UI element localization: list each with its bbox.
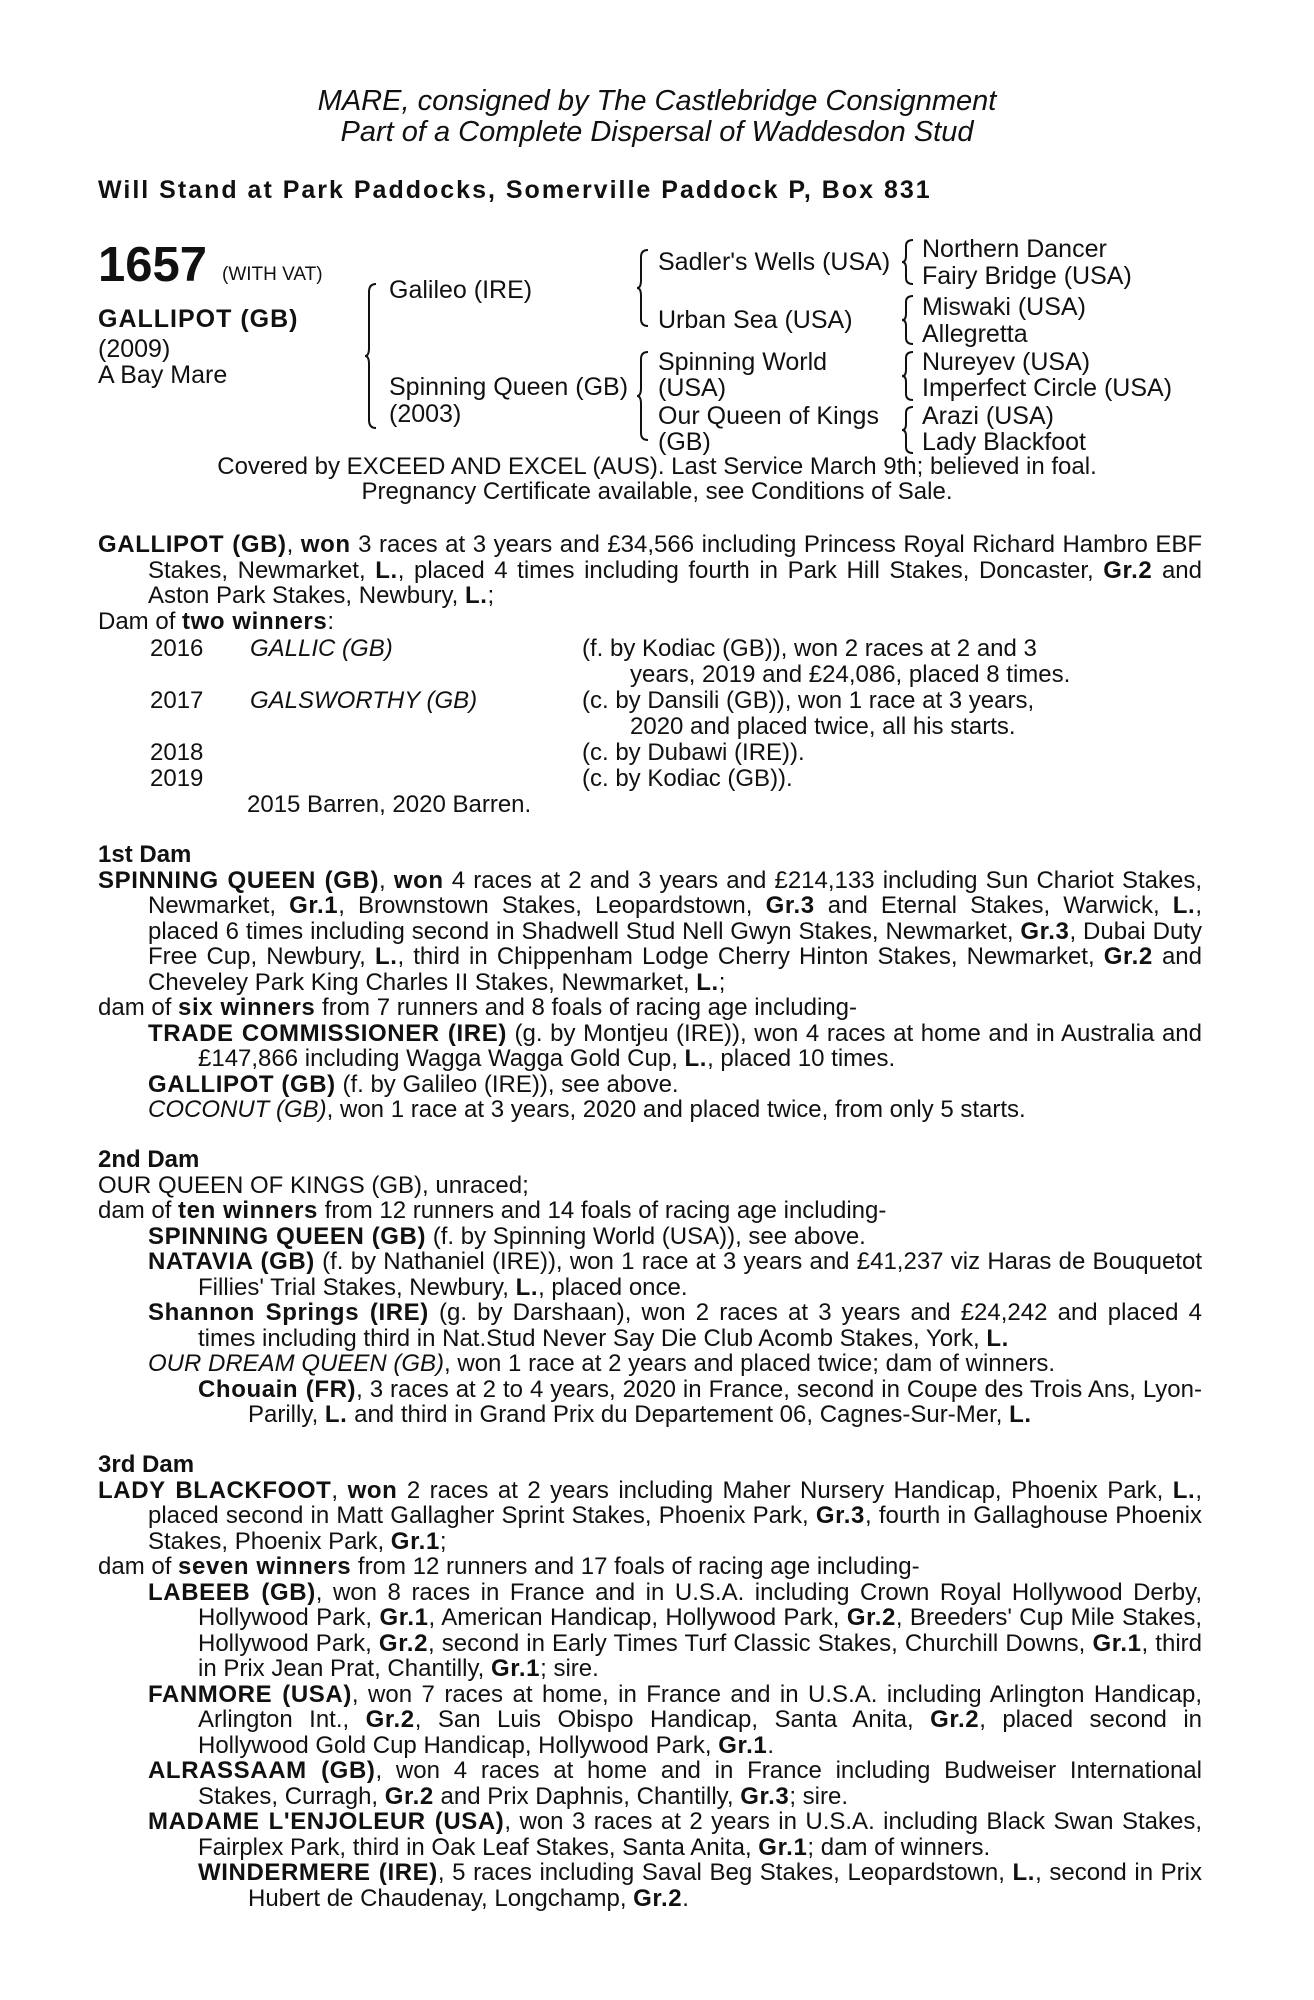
progeny-name: TRADE COMMISSIONER (IRE) xyxy=(148,1019,507,1047)
progeny-name: GALLIPOT (GB) xyxy=(148,1070,336,1098)
dispersal-line: Part of a Complete Dispersal of Waddesdon Stud xyxy=(340,116,974,148)
sire-dam: Urban Sea (USA) xyxy=(658,306,853,334)
progeny-name: WINDERMERE (IRE) xyxy=(198,1859,438,1886)
dam-sire-line2: (USA) xyxy=(658,374,727,402)
consignor-line: MARE, consigned by The Castlebridge Consignment xyxy=(317,85,997,117)
grade-label: Gr.1 xyxy=(1092,1629,1142,1657)
sire-sire: Sadler's Wells (USA) xyxy=(658,248,891,276)
grade-label: Gr.1 xyxy=(390,1527,440,1555)
dam-of-label: dam of xyxy=(98,1553,179,1580)
grade-label: L. xyxy=(1172,1476,1196,1504)
pregnancy-note: Pregnancy Certificate available, see Conditions of Sale. xyxy=(361,478,953,505)
dam-dam-line1: Our Queen of Kings xyxy=(658,402,879,430)
progeny-name: ALRASSAAM (GB) xyxy=(148,1757,376,1784)
won-label: won xyxy=(347,1476,398,1504)
progeny-name: COCONUT (GB) xyxy=(148,1096,327,1123)
progeny-name: OUR DREAM QUEEN (GB) xyxy=(148,1350,445,1377)
brace-dd xyxy=(901,405,919,455)
sire-sire-dam: Fairy Bridge (USA) xyxy=(922,262,1132,290)
progeny-detail: . xyxy=(767,1731,775,1759)
record-text: 2 races at 2 years including Maher Nursery Handicap, Phoenix Park, xyxy=(397,1476,1173,1504)
progeny-name: MADAME L'ENJOLEUR (USA) xyxy=(148,1808,505,1835)
progeny-year: 2017 xyxy=(150,687,204,714)
brace-ss xyxy=(901,238,919,286)
record-text: ; xyxy=(487,582,495,609)
dam-name: LADY BLACKFOOT xyxy=(98,1476,332,1504)
dam-of-label: dam of xyxy=(98,1197,179,1224)
progeny-detail: 2020 and placed twice, all his starts. xyxy=(630,713,1016,740)
grade-label: Gr.2 xyxy=(378,1629,429,1657)
vat-note: (WITH VAT) xyxy=(222,264,323,285)
second-dam-section xyxy=(98,1147,1202,1428)
grade-label: Gr.2 xyxy=(846,1604,896,1631)
progeny-detail: , won 3 races at 2 years in U.S.A. including Black Swan Stakes, Fairplex Park, third in Oak Leaf Stakes, Santa Anita, xyxy=(198,1808,1202,1861)
progeny-detail: years, 2019 and £24,086, placed 8 times. xyxy=(630,661,1071,688)
grade-label: L. xyxy=(324,1401,348,1428)
horse-name: GALLIPOT (GB) xyxy=(98,305,299,333)
record-text: , fourth in Gallaghouse Phoenix Stakes, Phoenix Park, xyxy=(148,1502,1202,1555)
dam-name: Spinning Queen (GB) xyxy=(389,373,629,401)
record-text: ; xyxy=(439,1527,447,1555)
progeny-year: 2016 xyxy=(150,635,204,662)
second-dam-name: OUR QUEEN OF KINGS (GB), unraced; xyxy=(98,1171,529,1199)
progeny-detail: ; sire. xyxy=(789,1782,849,1810)
dam-of-label: dam of xyxy=(98,994,179,1021)
progeny-detail: (c. by Dansili (GB)), won 1 race at 3 years, xyxy=(582,687,1035,714)
progeny-detail: (f. by Kodiac (GB)), won 2 races at 2 and 3 xyxy=(582,635,1037,662)
progeny-detail: , American Handicap, Hollywood Park, xyxy=(428,1604,847,1631)
progeny-name: Chouain (FR) xyxy=(198,1375,357,1403)
progeny-detail: ; sire. xyxy=(540,1655,599,1682)
progeny-detail: , won 1 race at 2 years and placed twice; dam of winners. xyxy=(444,1350,1055,1377)
sire-dam-dam: Allegretta xyxy=(922,320,1028,348)
grade-label: Gr.2 xyxy=(1103,556,1153,584)
progeny-detail: (g. by Darshaan), won 2 races at 3 years and £24,242 and placed 4 times including third in Nat.Stud Never Say Die Club Acomb Stakes, York, xyxy=(198,1299,1203,1352)
record-text: 3 races at 3 years and £34,566 including Princess Royal Richard Hambro EBF Stakes, Newmarket, xyxy=(148,531,1202,584)
winners-count: two winners xyxy=(182,607,328,635)
grade-label: L. xyxy=(374,943,398,970)
record-text: , placed second in Matt Gallagher Sprint Stakes, Phoenix Park, xyxy=(148,1476,1202,1529)
sire-dam-sire: Miswaki (USA) xyxy=(922,293,1086,321)
progeny-detail: and third in Grand Prix du Departement 06, Cagnes-Sur-Mer, xyxy=(347,1401,1010,1428)
record-text: and Eternal Stakes, Warwick, xyxy=(814,892,1173,919)
progeny-detail: (f. by Nathaniel (IRE)), won 1 race at 3 years and £41,237 viz Haras de Bouquetot Fillies' Trial Stakes, Newbury, xyxy=(198,1248,1202,1301)
grade-label: L. xyxy=(696,968,719,996)
progeny-detail: , San Luis Obispo Handicap, Santa Anita, xyxy=(414,1706,931,1733)
progeny-name: FANMORE (USA) xyxy=(148,1680,352,1708)
horse-year: (2009) xyxy=(98,335,171,363)
mare-name: GALLIPOT (GB) xyxy=(98,531,287,558)
brace-sd xyxy=(901,294,919,346)
dam-sire-sire: Nureyev (USA) xyxy=(922,348,1091,376)
dam-of-label: Dam of xyxy=(98,607,183,635)
won-label: won xyxy=(300,531,351,558)
progeny-detail: (c. by Dubawi (IRE)). xyxy=(582,739,805,766)
grade-label: L. xyxy=(375,556,398,584)
progeny-name: NATAVIA (GB) xyxy=(148,1248,315,1275)
dam-sire-line1: Spinning World xyxy=(658,348,828,376)
grade-label: Gr.2 xyxy=(1103,943,1153,970)
progeny-detail: , second in Early Times Turf Classic Stakes, Churchill Downs, xyxy=(428,1629,1093,1657)
dam-of-colon: : xyxy=(327,607,334,635)
dam-of-detail: from 12 runners and 17 foals of racing age including- xyxy=(351,1553,920,1580)
record-text: , placed 6 times including second in Shadwell Stud Nell Gwyn Stakes, Newmarket, xyxy=(148,892,1202,945)
progeny-name: LABEEB (GB) xyxy=(148,1578,316,1606)
progeny-detail: , placed once. xyxy=(538,1273,688,1301)
record-text: , Dubai Duty Free Cup, Newbury, xyxy=(148,917,1202,970)
grade-label: Gr.2 xyxy=(384,1782,434,1810)
dam-dam-line2: (GB) xyxy=(658,428,711,456)
dam-of-detail: from 7 runners and 8 foals of racing age including- xyxy=(315,994,858,1021)
barren-note: 2015 Barren, 2020 Barren. xyxy=(247,791,532,818)
grade-label: Gr.1 xyxy=(491,1655,541,1682)
progeny-detail: , won 4 races at home and in France including Budweiser International Stakes, Curragh, xyxy=(198,1757,1202,1810)
dam-dam-dam: Lady Blackfoot xyxy=(922,428,1086,456)
dam-of-detail: from 12 runners and 14 foals of racing age including- xyxy=(318,1197,887,1224)
dam-dam-sire: Arazi (USA) xyxy=(922,402,1054,430)
grade-label: Gr.2 xyxy=(365,1706,415,1733)
record-text: and Cheveley Park King Charles II Stakes, Newmarket, xyxy=(148,943,1203,996)
grade-label: Gr.3 xyxy=(815,1502,865,1529)
mare-record: GALLIPOT (GB), won 3 races at 3 years and £34,566 including Princess Royal Richard Hambro EBF Stakes, Newmarket, L., placed 4 times including fourth in Park Hill Stakes, Doncaster, Gr.2 and Aston Park Stakes, Newbury, L.; Dam of two winners: xyxy=(98,531,1202,635)
dam-year: (2003) xyxy=(389,400,462,428)
grade-label: Gr.3 xyxy=(1020,917,1070,945)
progeny-detail: , Breeders' Cup Mile Stakes, Hollywood Park, xyxy=(198,1604,1203,1657)
grade-label: L. xyxy=(1012,1859,1036,1886)
progeny-detail: (c. by Kodiac (GB)). xyxy=(582,765,793,792)
won-label: won xyxy=(393,866,444,894)
grade-label: Gr.2 xyxy=(930,1706,980,1733)
progeny-detail: , won 1 race at 3 years, 2020 and placed twice, from only 5 starts. xyxy=(326,1096,1026,1123)
grade-label: Gr.3 xyxy=(765,892,815,919)
progeny-detail: , placed 10 times. xyxy=(707,1045,896,1072)
lot-number: 1657 xyxy=(98,238,208,292)
record-text: , placed 4 times including fourth in Park Hill Stakes, Doncaster, xyxy=(397,556,1104,584)
grade-label: Gr.1 xyxy=(718,1731,768,1759)
progeny-detail: and Prix Daphnis, Chantilly, xyxy=(433,1782,741,1810)
sire-name: Galileo (IRE) xyxy=(389,276,533,304)
grade-label: L. xyxy=(465,582,488,609)
pedigree-brace-main xyxy=(364,282,384,430)
progeny-detail: . xyxy=(682,1884,689,1912)
record-text: , Brownstown Stakes, Leopardstown, xyxy=(338,892,766,919)
brace-ds xyxy=(901,350,919,402)
record-text: and Aston Park Stakes, Newbury, xyxy=(148,556,1202,609)
third-dam-section: 3rd Dam LADY BLACKFOOT, won 2 races at 2 years including Maher Nursery Handicap, Phoenix Park, L., placed second in Matt Gallagher Sprint Stakes, Phoenix Park, Gr.3, fourth in Gallaghouse Phoenix Stakes, Phoenix Park, Gr.1; dam of seven winners from 12 runners and 17 foals of racing age including- LABEEB (GB), won 8 races in France and in U.S.A. including Crown Royal Hollywood Derby, Hollywood Park, Gr.1, American Handicap, Hollywood Park, Gr.2, Breeders' Cup Mile Stakes, Hollywood Park, Gr.2, second in Early Times Turf Classic Stakes, Churchill Downs, Gr.1, third in Prix Jean Prat, Chantilly, Gr.1; sire. FANMORE (USA), won 7 races at home, in France and in U.S.A. including Arlington Handicap, Arlington Int., Gr.2, San Luis Obispo Handicap, Santa Anita, Gr.2, placed second in Hollywood Gold Cup Handicap, Hollywood Park, Gr.1. ALRASSAAM (GB), won 4 races at home and in France including Budweiser International Stakes, Curragh, Gr.2 and Prix Daphnis, Chantilly, Gr.3; sire. MADAME L'ENJOLEUR (USA), won 3 races at 2 years in U.S.A. including Black Swan Stakes, Fairplex Park, third in Oak Leaf Stakes, Santa Anita, Gr.1; dam of winners. WINDERMERE (IRE), 5 races including Saval Beg Stakes, Leopardstown, L., second in Prix Hubert de Chaudenay, Longchamp, Gr.2. xyxy=(98,1451,1203,1912)
pedigree-brace-dam xyxy=(636,350,656,442)
grade-label: L. xyxy=(1172,892,1196,919)
sire-sire-sire: Northern Dancer xyxy=(922,235,1107,263)
progeny-detail: (f. by Spinning World (USA)), see above. xyxy=(426,1222,866,1250)
pedigree-brace-sire xyxy=(636,248,656,328)
progeny-detail: , 3 races at 2 to 4 years, 2020 in France, second in Coupe des Trois Ans, Lyon-Parilly, xyxy=(248,1375,1202,1428)
progeny-year: 2018 xyxy=(150,739,204,766)
grade-label: Gr.2 xyxy=(633,1884,683,1912)
grade-label: L. xyxy=(986,1324,1009,1352)
third-dam-heading: 3rd Dam xyxy=(98,1451,195,1478)
winners-count: six winners xyxy=(178,994,316,1021)
dam-name: SPINNING QUEEN (GB) xyxy=(98,866,380,894)
winners-count: ten winners xyxy=(178,1197,319,1224)
grade-label: L. xyxy=(515,1273,539,1301)
progeny-name: GALSWORTHY (GB) xyxy=(250,687,478,714)
progeny-name: Shannon Springs (IRE) xyxy=(148,1299,429,1326)
record-text: ; xyxy=(718,968,726,996)
progeny-detail: , second in Prix Hubert de Chaudenay, Longchamp, xyxy=(248,1859,1203,1912)
grade-label: Gr.3 xyxy=(740,1782,790,1810)
progeny-detail: , third in Prix Jean Prat, Chantilly, xyxy=(198,1629,1202,1682)
winners-count: seven winners xyxy=(178,1553,352,1580)
progeny-year: 2019 xyxy=(150,765,204,792)
first-dam-heading: 1st Dam xyxy=(98,841,192,868)
covered-note: Covered by EXCEED AND EXCEL (AUS). Last Service March 9th; believed in foal. xyxy=(217,453,1097,480)
progeny-detail: , won 7 races at home, in France and in U.S.A. including Arlington Handicap, Arlington Int., xyxy=(198,1680,1202,1733)
progeny-detail: (g. by Montjeu (IRE)), won 4 races at home and in Australia and £147,866 including Wagga Wagga Gold Cup, xyxy=(198,1019,1202,1072)
record-text: 4 races at 2 and 3 years and £214,133 including Sun Chariot Stakes, Newmarket, xyxy=(148,866,1202,919)
second-dam-heading: 2nd Dam xyxy=(98,1146,200,1173)
grade-label: Gr.1 xyxy=(379,1604,429,1631)
progeny-name: GALLIC (GB) xyxy=(250,635,393,662)
grade-label: L. xyxy=(684,1045,708,1072)
horse-description: A Bay Mare xyxy=(98,361,228,389)
progeny-detail: , 5 races including Saval Beg Stakes, Leopardstown, xyxy=(437,1859,1013,1886)
grade-label: Gr.1 xyxy=(758,1833,808,1861)
record-text: , third in Chippenham Lodge Cherry Hinton Stakes, Newmarket, xyxy=(397,943,1104,970)
grade-label: L. xyxy=(1009,1401,1032,1428)
progeny-detail: , placed second in Hollywood Gold Cup Handicap, Hollywood Park, xyxy=(198,1706,1203,1759)
dam-sire-dam: Imperfect Circle (USA) xyxy=(922,374,1173,402)
first-dam-section: 1st Dam SPINNING QUEEN (GB), won 4 races at 2 and 3 years and £214,133 including Sun Chariot Stakes, Newmarket, Gr.1, Brownstown Stakes, Leopardstown, Gr.3 and Eternal Stakes, Warwick, L., placed 6 times including second in Shadwell Stud Nell Gwyn Stakes, Newmarket, Gr.3, Dubai Duty Free Cup, Newbury, L., third in Chippenham Lodge Cherry Hinton Stakes, Newmarket, Gr.2 and Cheveley Park King Charles II Stakes, Newmarket, L.; dam of six winners from 7 runners and 8 foals of racing age including- TRADE COMMISSIONER (IRE) (g. by Montjeu (IRE)), won 4 races at home and in Australia and £147,866 including Wagga Wagga Gold Cup, L., placed 10 times. GALLIPOT (GB) (f. by Galileo (IRE)), see above. COCONUT (GB), won 1 race at 3 years, 2020 and placed twice, from only 5 starts. xyxy=(98,841,1203,1123)
progeny-name: SPINNING QUEEN (GB) xyxy=(148,1222,427,1250)
progeny-detail: , won 8 races in France and in U.S.A. including Crown Royal Hollywood Derby, Hollywood Park, xyxy=(198,1578,1202,1631)
progeny-detail: ; dam of winners. xyxy=(807,1833,991,1861)
progeny-detail: (f. by Galileo (IRE)), see above. xyxy=(335,1070,679,1098)
stand-location: Will Stand at Park Paddocks, Somerville Paddock P, Box 831 xyxy=(98,176,932,204)
grade-label: Gr.1 xyxy=(289,892,339,919)
